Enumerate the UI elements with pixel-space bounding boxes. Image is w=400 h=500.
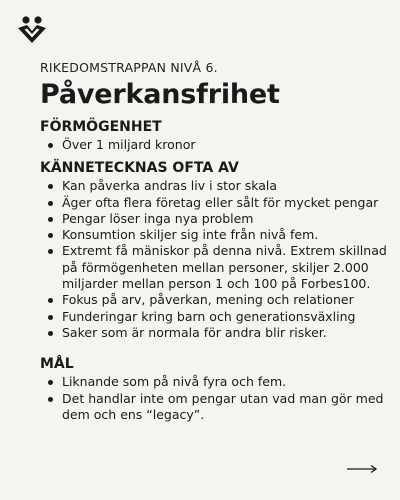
page-title: Påverkansfrihet: [40, 79, 280, 110]
section-characteristics: [40, 159, 390, 341]
list-item: Extremt få mäniskor på denna nivå. Extrem skillnad på förmögenheten mellan personer, skiljer 2.000 miljarder mellan person 1 och 100 på Forbes100.: [40, 243, 390, 292]
list-item: Över 1 miljard kronor: [40, 137, 390, 153]
list-item: Liknande som på nivå fyra och fem.: [40, 374, 390, 390]
list-item: Pengar löser inga nya problem: [40, 211, 390, 227]
bullet-list: [40, 178, 390, 341]
section-wealth: [40, 118, 390, 153]
logo-icon: [16, 14, 48, 46]
list-item: Konsumtion skiljer sig inte från nivå fem.: [40, 227, 390, 243]
list-item: Det handlar inte om pengar utan vad man gör med dem och ens “legacy”.: [40, 391, 390, 424]
section-heading: KÄNNETECKNAS OFTA AV: [40, 160, 239, 177]
bullet-list: [40, 137, 390, 153]
main-content: [40, 60, 390, 429]
bullet-list: [40, 374, 390, 423]
list-item: Kan påverka andras liv i stor skala: [40, 178, 390, 194]
kicker: RIKEDOMSTRAPPAN NIVÅ 6.: [40, 60, 218, 75]
list-item: Saker som är normala för andra blir risker.: [40, 325, 390, 341]
list-item: Funderingar kring barn och generationsväxling: [40, 309, 390, 325]
list-item: Äger ofta flera företag eller sålt för mycket pengar: [40, 195, 390, 211]
arrow-right-icon[interactable]: [346, 464, 378, 474]
section-heading: MÅL: [40, 356, 74, 373]
section-heading: FÖRMÖGENHET: [40, 119, 162, 135]
list-item: Fokus på arv, påverkan, mening och relationer: [40, 292, 390, 308]
section-goal: [40, 355, 390, 423]
